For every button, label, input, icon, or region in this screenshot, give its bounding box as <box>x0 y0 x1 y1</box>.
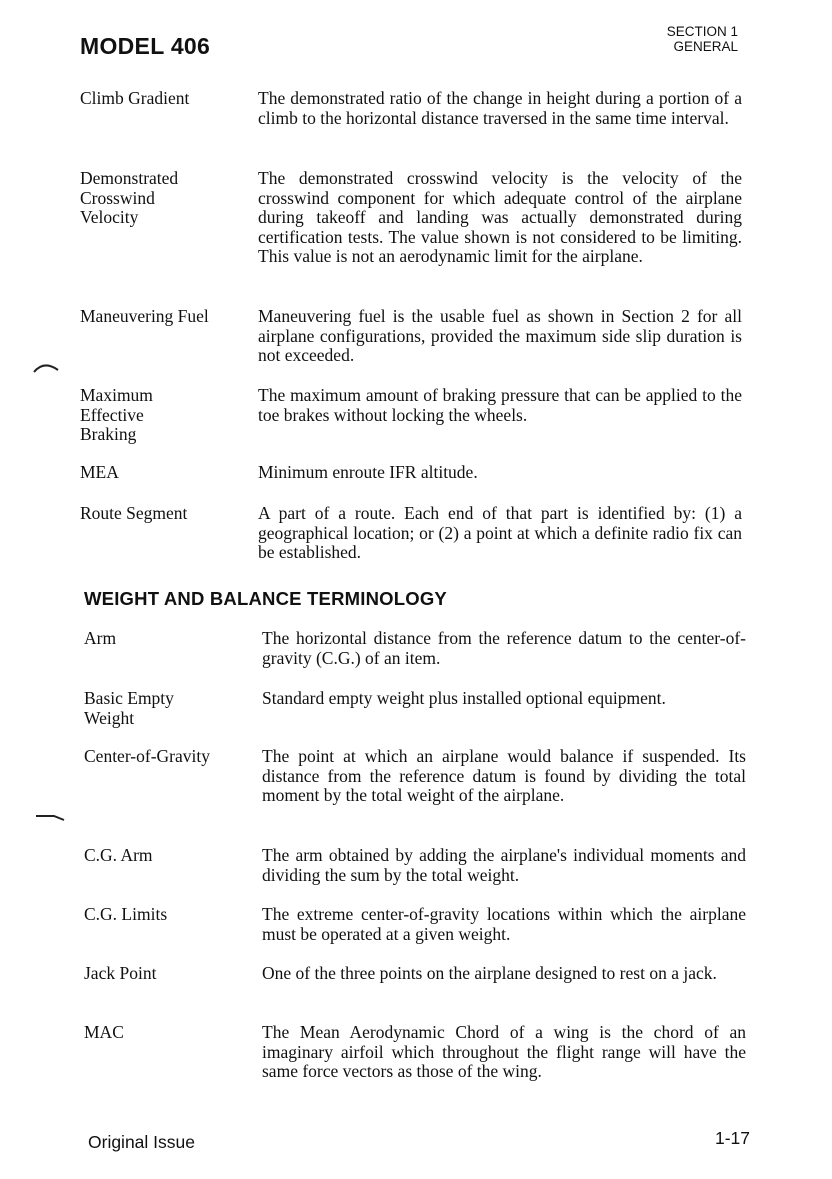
section-name: GENERAL <box>673 39 738 54</box>
glossary-term: Basic Empty Weight <box>84 688 174 728</box>
section-label <box>667 24 738 54</box>
glossary-definition: The arm obtained by adding the airplane's individual moments and dividing the sum by the total weight. <box>262 845 746 885</box>
glossary-term: C.G. Limits <box>84 904 168 924</box>
glossary-definition: A part of a route. Each end of that part is identified by: (1) a geographical location; or (2) a point at which a definite radio fix can be established. <box>258 503 742 562</box>
glossary-term: Demonstrated Crosswind Velocity <box>80 168 179 227</box>
glossary-definition: The extreme center-of-gravity locations within which the airplane must be operated at a given weight. <box>262 904 746 944</box>
glossary-definition: The Mean Aerodynamic Chord of a wing is the chord of an imaginary airfoil which throughout the flight range will have the same force vectors as those of the wing. <box>262 1022 746 1081</box>
glossary-term: Maximum Effective Braking <box>80 385 153 444</box>
glossary-definition: The horizontal distance from the reference datum to the center-of-gravity (C.G.) of an item. <box>262 628 746 668</box>
glossary-term: MAC <box>84 1022 124 1042</box>
glossary-definition: Minimum enroute IFR altitude. <box>258 462 478 482</box>
section-heading: WEIGHT AND BALANCE TERMINOLOGY <box>84 588 447 609</box>
glossary-term: Maneuvering Fuel <box>80 306 209 326</box>
glossary-term: C.G. Arm <box>84 845 153 865</box>
section-number: SECTION 1 <box>666 24 738 39</box>
glossary-definition: One of the three points on the airplane designed to rest on a jack. <box>262 963 717 983</box>
glossary-definition: The demonstrated crosswind velocity is the velocity of the crosswind component for which adequate control of the airplane during takeoff and landing was actually demonstrated during certification tests. The value shown is not considered to be limiting. This value is not an aerodynamic limit for the airplane. <box>258 168 742 266</box>
glossary-definition: Standard empty weight plus installed optional equipment. <box>262 688 666 708</box>
glossary-term: Center-of-Gravity <box>84 746 210 766</box>
glossary-term: MEA <box>80 462 119 482</box>
page-number: 1-17 <box>714 1128 750 1148</box>
glossary-definition: The demonstrated ratio of the change in height during a portion of a climb to the horizontal distance traversed in the same time interval. <box>258 88 742 128</box>
glossary-definition: Maneuvering fuel is the usable fuel as shown in Section 2 for all airplane configurations, provided the maximum side slip duration is not exceeded. <box>258 306 742 365</box>
glossary-term: Climb Gradient <box>80 88 190 108</box>
issue-label: Original Issue <box>88 1132 195 1152</box>
glossary-term: Arm <box>84 628 117 648</box>
glossary-term: Route Segment <box>80 503 188 523</box>
glossary-definition: The point at which an airplane would balance if suspended. Its distance from the reference datum is found by dividing the total moment by the total weight of the airplane. <box>262 746 746 805</box>
model-title: MODEL 406 <box>80 33 211 59</box>
revision-mark <box>30 806 70 826</box>
revision-mark <box>28 356 68 378</box>
glossary-term: Jack Point <box>84 963 157 983</box>
glossary-definition: The maximum amount of braking pressure that can be applied to the toe brakes without locking the wheels. <box>258 385 742 425</box>
